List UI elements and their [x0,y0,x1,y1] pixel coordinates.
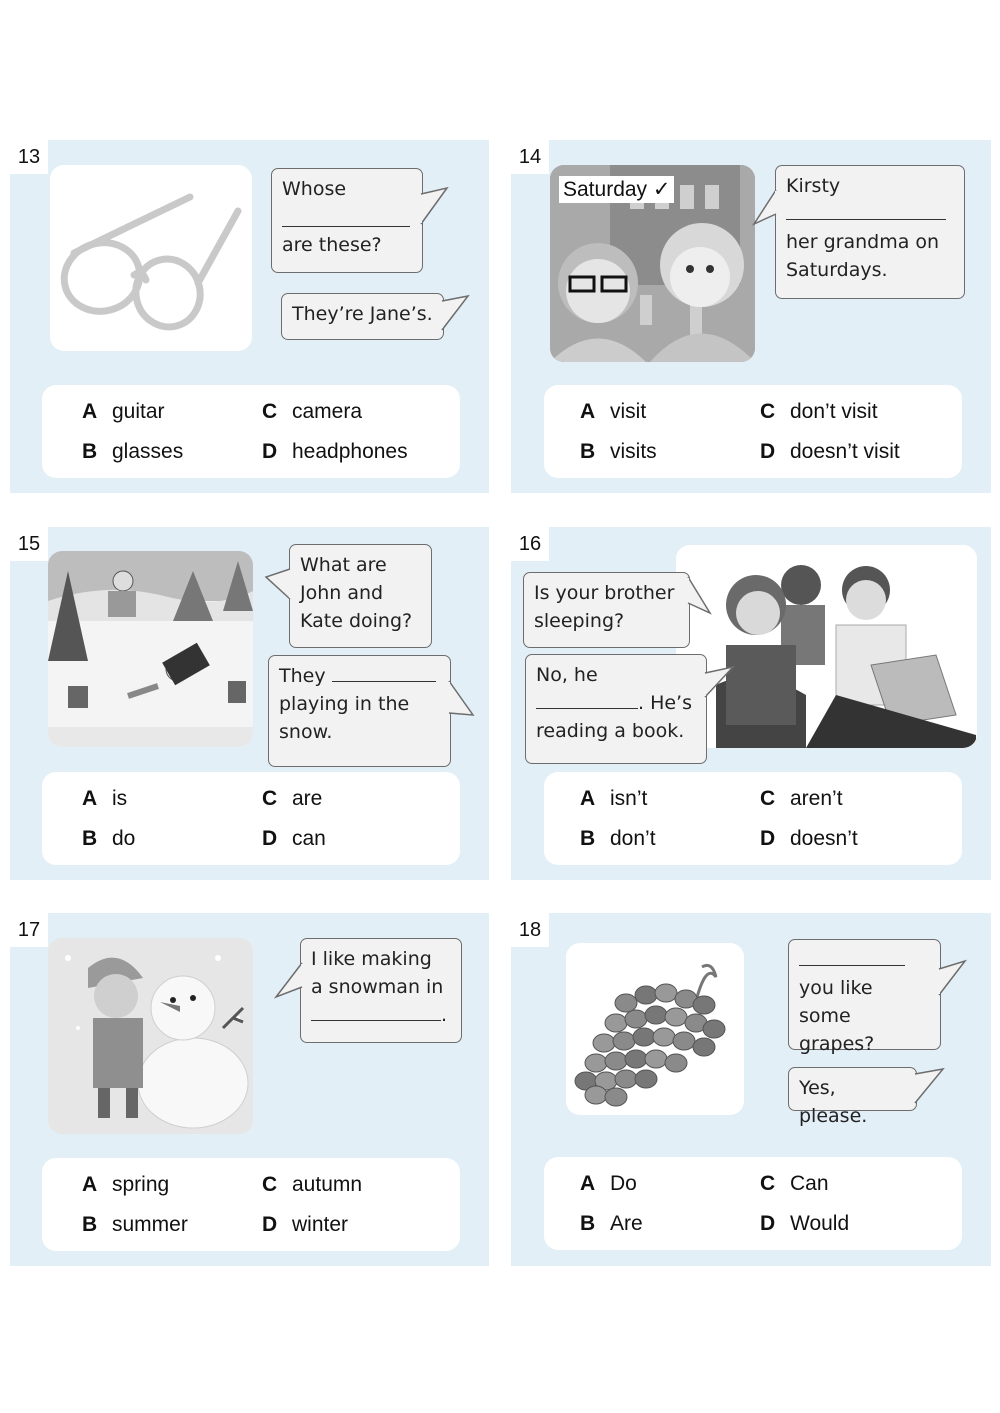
grape [635,1070,657,1088]
option-b[interactable]: B Are [580,1212,643,1235]
speech-bubble-question: Is your brother sleeping? [523,572,690,648]
answer-options [42,385,460,478]
option-b[interactable]: B do [82,827,136,850]
grape [633,1028,655,1046]
grape [635,986,657,1004]
speech-bubble-answer: They’re Jane’s. [281,293,444,340]
question-14-panel [511,140,991,493]
bubble-tail [449,677,475,722]
grape [615,1070,637,1088]
answer-blank [332,680,436,682]
answer-options [544,1157,962,1250]
option-a[interactable]: A Do [580,1172,637,1195]
grape [693,996,715,1014]
grape [625,1010,647,1028]
speech-bubble-question: you like some grapes? [788,939,941,1050]
option-b[interactable]: B summer [82,1213,188,1236]
grape [693,1038,715,1056]
glasses-icon [50,165,252,351]
grape [613,1032,635,1050]
grapes-icon [566,943,744,1115]
option-d[interactable]: D Would [760,1212,850,1235]
option-c[interactable]: C Can [760,1172,829,1195]
speech-bubble-answer: No, he . He’s reading a book. [525,654,707,764]
option-b[interactable]: B visits [580,440,657,463]
grape [585,1054,607,1072]
option-d[interactable]: D winter [262,1213,349,1236]
grape [605,1052,627,1070]
bubble-tail [939,961,967,1001]
grape [655,984,677,1002]
speech-bubble-question: What are John and Kate doing? [289,544,432,648]
speech-bubble-answer: Yes, please. [788,1067,917,1111]
option-c[interactable]: C camera [262,400,363,423]
grape [605,1014,627,1032]
option-b[interactable]: B glasses [82,440,184,463]
answer-options [42,772,460,865]
option-d[interactable]: D can [262,827,326,850]
bubble-tail [754,190,778,230]
children-photo [676,545,977,748]
option-b[interactable]: B don’t [580,827,656,850]
option-d[interactable]: D headphones [262,440,408,463]
answer-options [544,772,962,865]
grapes-picture [566,943,744,1115]
grape [653,1028,675,1046]
grape [625,1050,647,1068]
bubble-tail [421,188,451,228]
bubble-tail [442,296,472,336]
speech-bubble-question: Whose are these? [271,168,423,273]
snow-play-picture [48,551,253,747]
option-a[interactable]: A spring [82,1173,170,1196]
girl-on-phone-boy-reading-icon [676,545,977,748]
answer-options [42,1158,460,1251]
question-number: 14 [511,140,549,174]
answer-blank [786,200,954,228]
grape [585,1086,607,1104]
bubble-tail [705,667,735,707]
speech-bubble-statement: Kirsty her grandma on Saturdays. [775,165,965,299]
question-16-panel [511,527,991,880]
grape [665,1008,687,1026]
grape [615,994,637,1012]
option-d[interactable]: D doesn’t [760,827,858,850]
option-c[interactable]: C autumn [262,1173,363,1196]
option-a[interactable]: A guitar [82,400,165,423]
option-d[interactable]: D doesn’t visit [760,440,900,463]
girl-making-snowman-icon [48,938,253,1134]
option-c[interactable]: C aren’t [760,787,843,810]
option-a[interactable]: A isn’t [580,787,648,810]
question-13-panel [10,140,489,493]
grape [605,1088,627,1106]
option-a[interactable]: A visit [580,400,647,423]
grape [645,1006,667,1024]
question-number: 16 [511,527,549,561]
question-15-panel [10,527,489,880]
grape [703,1020,725,1038]
saturday-caption: Saturday ✓ [559,176,674,203]
grape [645,1050,667,1068]
grape [665,1054,687,1072]
speech-bubble-answer: They playing in the snow. [268,655,451,767]
glasses-picture [50,165,252,351]
grape [673,1032,695,1050]
speech-bubble-statement: I like making a snowman in . [300,938,462,1043]
option-a[interactable]: A is [82,787,128,810]
question-17-panel [10,913,489,1266]
bubble-tail [915,1069,945,1109]
question-number: 17 [10,913,48,947]
question-18-panel [511,913,991,1266]
children-in-snow-icon [48,551,253,747]
question-number: 15 [10,527,48,561]
answer-blank [311,1019,441,1021]
option-c[interactable]: C don’t visit [760,400,878,423]
option-c[interactable]: C are [262,787,323,810]
question-number: 13 [10,140,48,174]
question-number: 18 [511,913,549,947]
bubble-tail [276,961,304,1001]
answer-options [544,385,962,478]
snowman-picture [48,938,253,1134]
answer-blank [282,203,412,231]
bubble-tail [688,573,714,618]
answer-blank [536,707,638,709]
answer-blank [799,946,930,974]
grape [593,1034,615,1052]
bubble-tail [266,565,292,605]
